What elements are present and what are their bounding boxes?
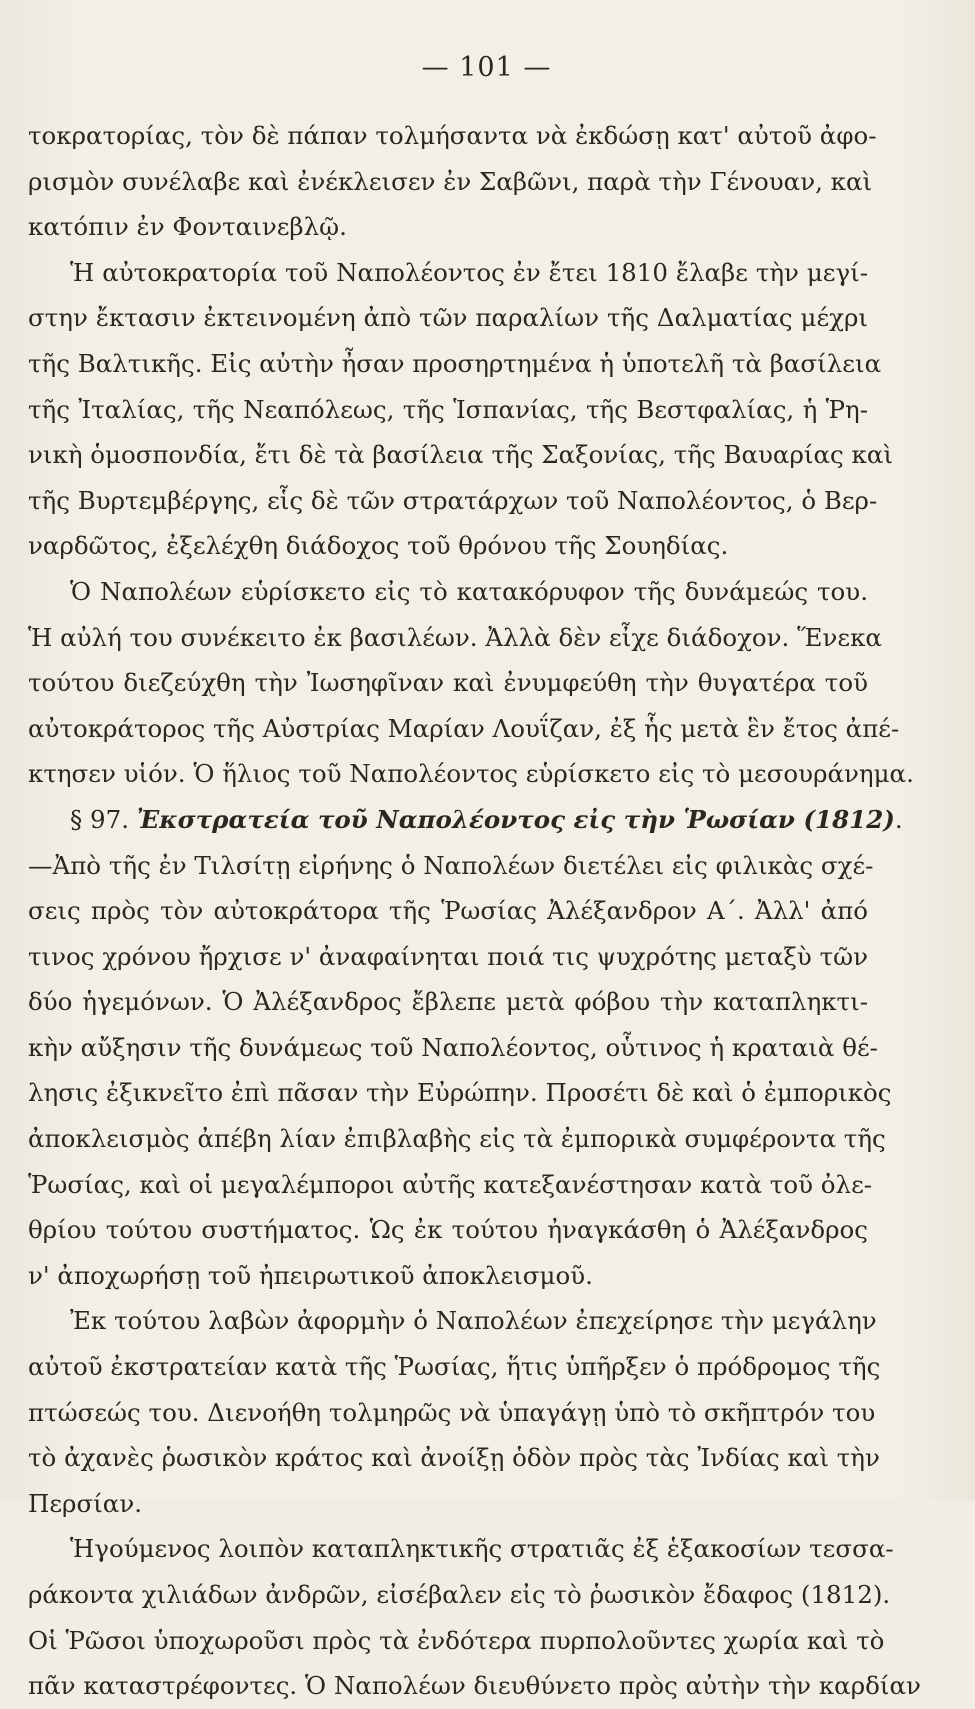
text-line: τὸ ἀχανὲς ῥωσικὸν κράτος καὶ ἀνοίξῃ ὁδὸν πρὸς τὰς Ἰνδίας καὶ τὴν bbox=[28, 1443, 880, 1473]
text-line: θρίου τούτου συστήματος. Ὡς ἐκ τούτου ἠναγκάσθη ὁ Ἀλέξανδρος bbox=[28, 1215, 868, 1245]
text-line: πᾶν καταστρέφοντες. Ὁ Ναπολέων διευθύνετο πρὸς αὐτὴν τὴν καρδίαν bbox=[28, 1671, 921, 1701]
text-line: Ἡ αὐτοκρατορία τοῦ Ναπολέοντος ἐν ἔτει 1810 ἔλαβε τὴν μεγί- bbox=[70, 257, 868, 287]
text-line: τινος χρόνου ἤρχισε ν' ἀναφαίνηται ποιά τις ψυχρότης μεταξὺ τῶν bbox=[28, 941, 868, 971]
text-line: αὐτοκράτορος τῆς Αὐστρίας Μαρίαν Λουΐζαν, ἐξ ἧς μετὰ ἓν ἔτος ἀπέ- bbox=[28, 713, 900, 743]
body-text bbox=[28, 113, 921, 1709]
text-line: σεις πρὸς τὸν αὐτοκράτορα τῆς Ῥωσίας Ἀλέξανδρον Α΄. Ἀλλ' ἀπό bbox=[28, 896, 868, 926]
text-line: τοκρατορίας, τὸν δὲ πάπαν τολμήσαντα νὰ ἐκδώσῃ κατ' αὐτοῦ ἀφο- bbox=[28, 121, 877, 150]
text-line: Ἡγούμενος λοιπὸν καταπληκτικῆς στρατιᾶς ἐξ ἑξακοσίων τεσσα- bbox=[70, 1534, 894, 1564]
text-line: ν' ἀποχωρήσῃ τοῦ ἠπειρωτικοῦ ἀποκλεισμοῦ. bbox=[28, 1260, 593, 1290]
text-line: Ὁ Ναπολέων εὑρίσκετο εἰς τὸ κατακόρυφον τῆς δυνάμεώς του. bbox=[70, 576, 868, 606]
text-line: τῆς Ἰταλίας, τῆς Νεαπόλεως, τῆς Ἱσπανίας, τῆς Βεστφαλίας, ἡ Ῥη- bbox=[28, 394, 868, 424]
section-title: Ἐκστρατεία τοῦ Ναπολέοντος εἰς τὴν Ῥωσίαν (1812) bbox=[136, 804, 895, 834]
text-line: ναρδῶτος, ἐξελέχθη διάδοχος τοῦ θρόνου τῆς Σουηδίας. bbox=[28, 531, 729, 561]
text-line: δύο ἡγεμόνων. Ὁ Ἀλέξανδρος ἔβλεπε μετὰ φόβου τὴν καταπληκτι- bbox=[28, 987, 868, 1017]
text-line: τῆς Βαλτικῆς. Εἰς αὐτὴν ἦσαν προσηρτημένα ἡ ὑποτελῆ τὰ βασίλεια bbox=[28, 348, 882, 378]
text-line: νικὴ ὁμοσπονδία, ἔτι δὲ τὰ βασίλεια τῆς Σαξονίας, τῆς Βαυαρίας καὶ bbox=[28, 440, 893, 470]
text-line: Ῥωσίας, καὶ οἱ μεγαλέμποροι αὐτῆς κατεξανέστησαν κατὰ τοῦ ὀλε- bbox=[28, 1169, 873, 1199]
text-line: Ἡ αὐλή του συνέκειτο ἐκ βασιλέων. Ἀλλὰ δὲν εἶχε διάδοχον. Ἕνεκα bbox=[28, 622, 882, 652]
text-line: Περσίαν. bbox=[28, 1488, 143, 1518]
section-trailing: . bbox=[894, 804, 903, 834]
text-line: —Ἀπὸ τῆς ἐν Τιλσίτῃ εἰρήνης ὁ Ναπολέων διετέλει εἰς φιλικὰς σχέ- bbox=[28, 850, 874, 880]
text-line: στην ἔκτασιν ἐκτεινομένη ἀπὸ τῶν παραλίων τῆς Δαλματίας μέχρι bbox=[28, 303, 868, 333]
text-line: πτώσεώς του. Διενοήθη τολμηρῶς νὰ ὑπαγάγῃ ὑπὸ τὸ σκῆπτρόν του bbox=[28, 1397, 876, 1427]
text-line: τούτου διεζεύχθη τὴν Ἰωσηφῖναν καὶ ἐνυμφεύθη τὴν θυγατέρα τοῦ bbox=[28, 668, 868, 698]
text-line: κατόπιν ἐν Φονταινεβλῷ. bbox=[28, 212, 347, 242]
page-number: — 101 — bbox=[421, 52, 552, 83]
text-line: κὴν αὔξησιν τῆς δυνάμεως τοῦ Ναπολέοντος, οὗτινος ἡ κραταιὰ θέ- bbox=[28, 1032, 878, 1062]
text-line: ρισμὸν συνέλαβε καὶ ἐνέκλεισεν ἐν Σαβῶνι, παρὰ τὴν Γένουαν, καὶ bbox=[28, 166, 873, 196]
text-line: ἀποκλεισμὸς ἀπέβη λίαν ἐπιβλαβὴς εἰς τὰ ἐμπορικὰ συμφέροντα τῆς bbox=[28, 1124, 886, 1154]
text-line: αὐτοῦ ἐκστρατείαν κατὰ τῆς Ῥωσίας, ἥτις ὑπῆρξεν ὁ πρόδρομος τῆς bbox=[28, 1352, 881, 1382]
text-line: ράκοντα χιλιάδων ἀνδρῶν, εἰσέβαλεν εἰς τὸ ῥωσικὸν ἔδαφος (1812). bbox=[28, 1580, 891, 1609]
text-line: λησις ἐξικνεῖτο ἐπὶ πᾶσαν τὴν Εὐρώπην. Προσέτι δὲ καὶ ὁ ἐμπορικὸς bbox=[28, 1078, 892, 1108]
text-line: τῆς Βυρτεμβέργης, εἷς δὲ τῶν στρατάρχων τοῦ Ναπολέοντος, ὁ Βερ- bbox=[28, 485, 878, 515]
text-line: Οἱ Ῥῶσοι ὑποχωροῦσι πρὸς τὰ ἐνδότερα πυρπολοῦντες χωρία καὶ τὸ bbox=[28, 1625, 885, 1655]
text-line: Ἐκ τούτου λαβὼν ἀφορμὴν ὁ Ναπολέων ἐπεχείρησε τὴν μεγάλην bbox=[70, 1306, 877, 1336]
text-line bbox=[28, 797, 903, 843]
section-number: § 97. bbox=[70, 804, 137, 834]
text-line: κτησεν υἱόν. Ὁ ἥλιος τοῦ Ναπολέοντος εὑρίσκετο εἰς τὸ μεσουράνημα. bbox=[28, 759, 914, 789]
